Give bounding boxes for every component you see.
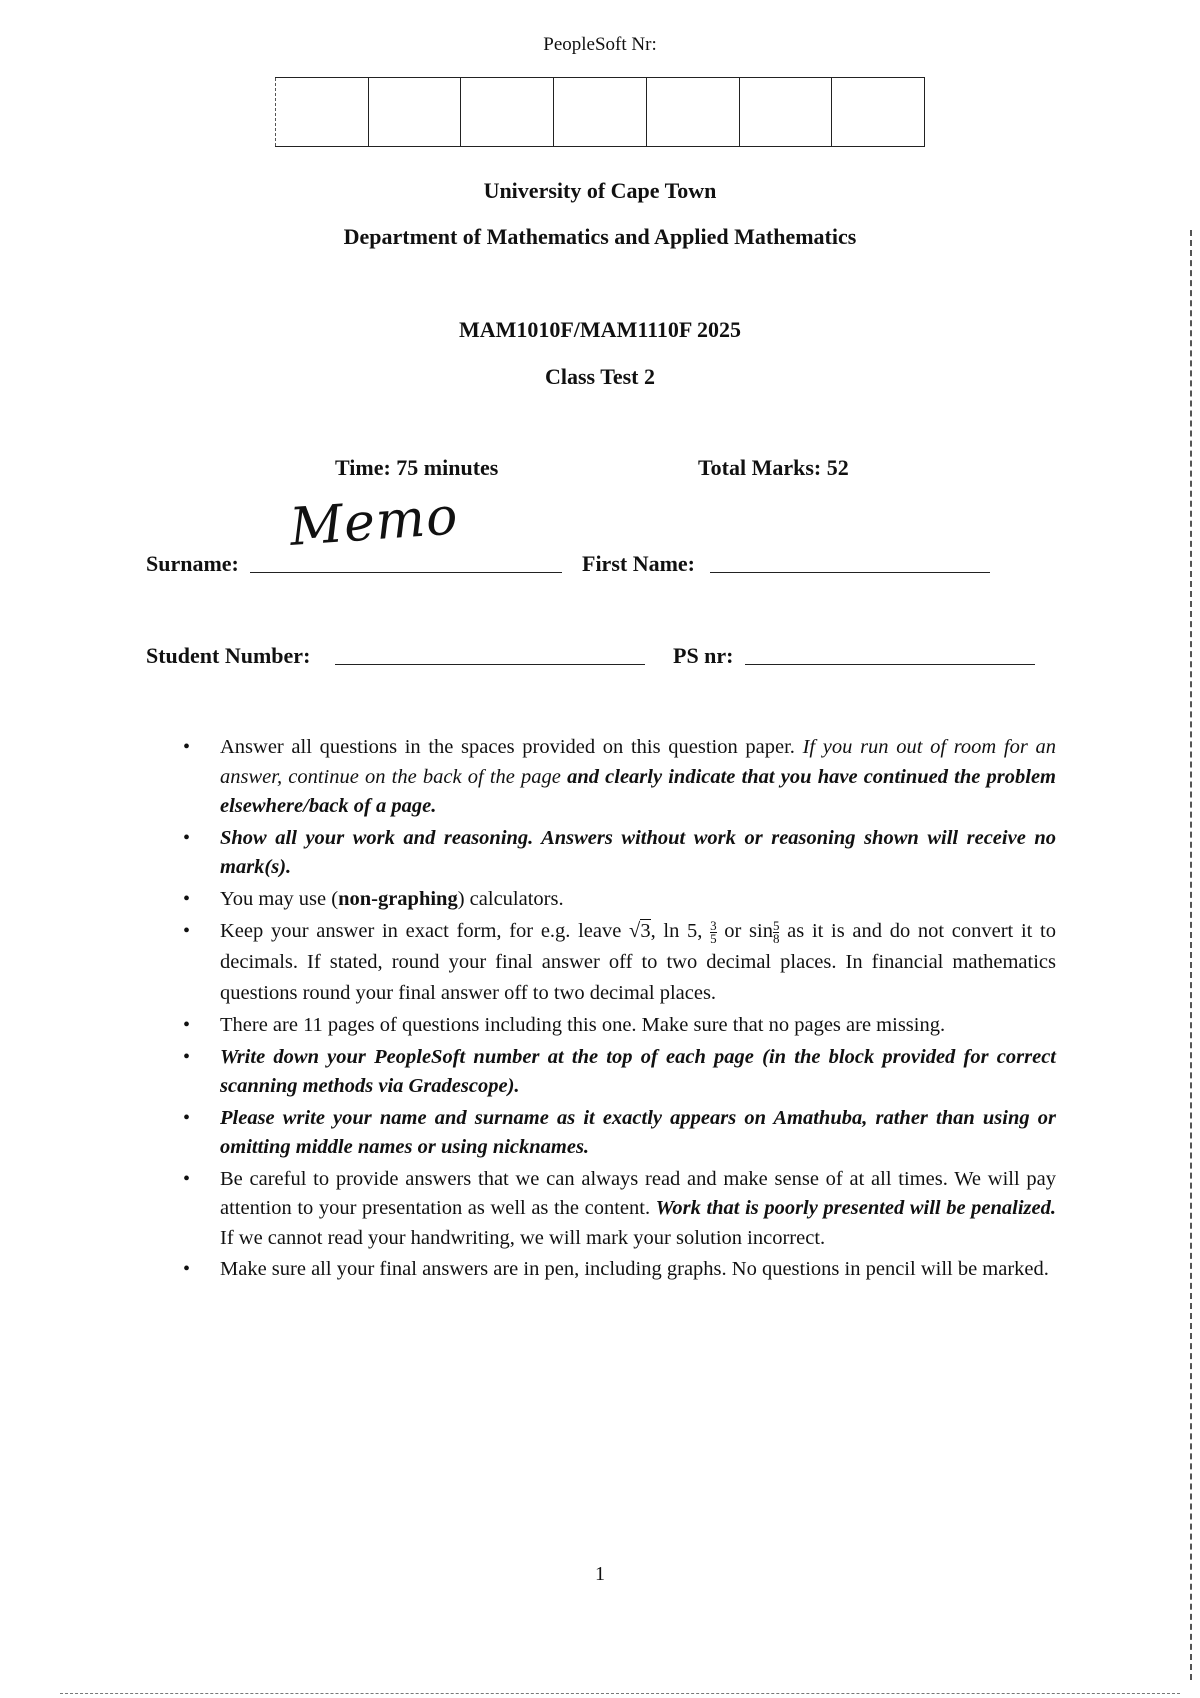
surname-handwritten-value: Memo [287,486,461,558]
instruction-item [178,1255,1056,1285]
test-title: Class Test 2 [544,364,656,389]
time-allowed: Time: 75 minutes [335,455,499,480]
university-title: University of Cape Town [483,178,717,203]
instruction-text: ) calculators. [457,887,564,910]
fraction-denominator: 8 [772,930,780,946]
instruction-text: There are 11 pages of questions including this one. Make sure that no pages are missing. [220,1014,946,1036]
student-number-line[interactable] [335,664,645,665]
fraction-denominator: 5 [710,930,717,946]
student-number-label: Student Number: [146,643,311,668]
scan-edge-bottom [60,1693,1180,1694]
instruction-emphasis-text: Work that is poorly presented will be penalized. [655,1197,1056,1219]
instruction-emphasis-text: Show all your work and reasoning. Answers without work or reasoning shown will receive no mark(s). [220,826,1056,878]
peoplesoft-number-boxes [275,77,925,147]
instruction-text: You may use ( [220,887,339,910]
instruction-item [178,733,1056,822]
peoplesoft-digit-box[interactable] [646,78,739,146]
sqrt-expression: √3 [629,920,651,942]
first-name-label: First Name: [582,551,696,576]
instruction-text: Keep your answer in exact form, for e.g. leave [220,920,630,942]
first-name-line[interactable] [710,572,990,573]
instruction-item [178,1043,1056,1102]
scan-edge-right [1190,230,1192,1680]
sin-expression: or sin [716,920,773,942]
ps-nr-line[interactable] [745,664,1035,665]
bullet: • [183,1258,191,1280]
total-marks: Total Marks: 52 [698,455,849,480]
peoplesoft-digit-box[interactable] [460,78,553,146]
instruction-item [178,916,1056,1009]
instruction-text: If we cannot read your handwriting, we will mark your solution incorrect. [220,1226,826,1249]
ps-nr-label: PS nr: [673,643,734,668]
bullet: • [183,736,191,758]
peoplesoft-digit-box[interactable] [739,78,832,146]
instructions-list [178,733,1056,1287]
instruction-item [178,1104,1056,1163]
bullet: • [183,826,191,849]
page-number: 1 [595,1563,605,1585]
department-title: Department of Mathematics and Applied Mathematics [343,224,857,249]
fraction-numerator: 3 [710,917,717,933]
instruction-bold-text: non-graphing [338,887,458,910]
surname-line[interactable] [250,572,562,573]
instruction-text: Answer all questions in the spaces provided on this question paper. [220,736,803,758]
instruction-emphasis-text: Please write your name and surname as it exactly appears on Amathuba, rather than using or omitting middle names or using nicknames. [220,1106,1056,1158]
peoplesoft-digit-box[interactable] [831,78,924,146]
ln-expression: , ln 5, [650,920,711,942]
peoplesoft-label: PeopleSoft Nr: [543,34,657,55]
bullet: • [183,920,191,942]
instruction-item [178,1165,1056,1254]
instruction-item [178,1011,1056,1041]
instruction-text: as it is and do not convert it to decimals. If stated, round your final answer off to two decimal places. In financial mathematics questions round your final answer off to two decimal places. [220,920,1056,1004]
bullet: • [183,887,191,910]
surname-label: Surname: [146,551,239,576]
peoplesoft-digit-box[interactable] [275,78,368,146]
peoplesoft-digit-box[interactable] [368,78,461,146]
instruction-text: Be careful to provide answers that we can always read and make sense of at all times. We will pay attention to your presentation as well as the content. [220,1167,1056,1219]
peoplesoft-digit-box[interactable] [553,78,646,146]
course-code: MAM1010F/MAM1110F 2025 [458,317,742,342]
instruction-italic-text: If you run out of room for an answer, continue on the back of the page [220,736,1057,788]
bullet: • [183,1014,191,1036]
sqrt-argument: 3 [640,920,651,942]
bullet: • [183,1167,191,1190]
bullet: • [183,1106,191,1129]
instruction-emphasis-text: and clearly indicate that you have continued the problem elsewhere/back of a page. [220,765,1056,817]
instruction-emphasis-text: Write down your PeopleSoft number at the top of each page (in the block provided for correct scanning methods via Gradescope). [220,1045,1056,1097]
instruction-item [178,885,1056,915]
instruction-text: Make sure all your final answers are in pen, including graphs. No questions in pencil will be marked. [220,1258,1049,1280]
instruction-item [178,824,1056,883]
fraction-numerator: 5 [772,917,780,933]
bullet: • [183,1045,191,1068]
